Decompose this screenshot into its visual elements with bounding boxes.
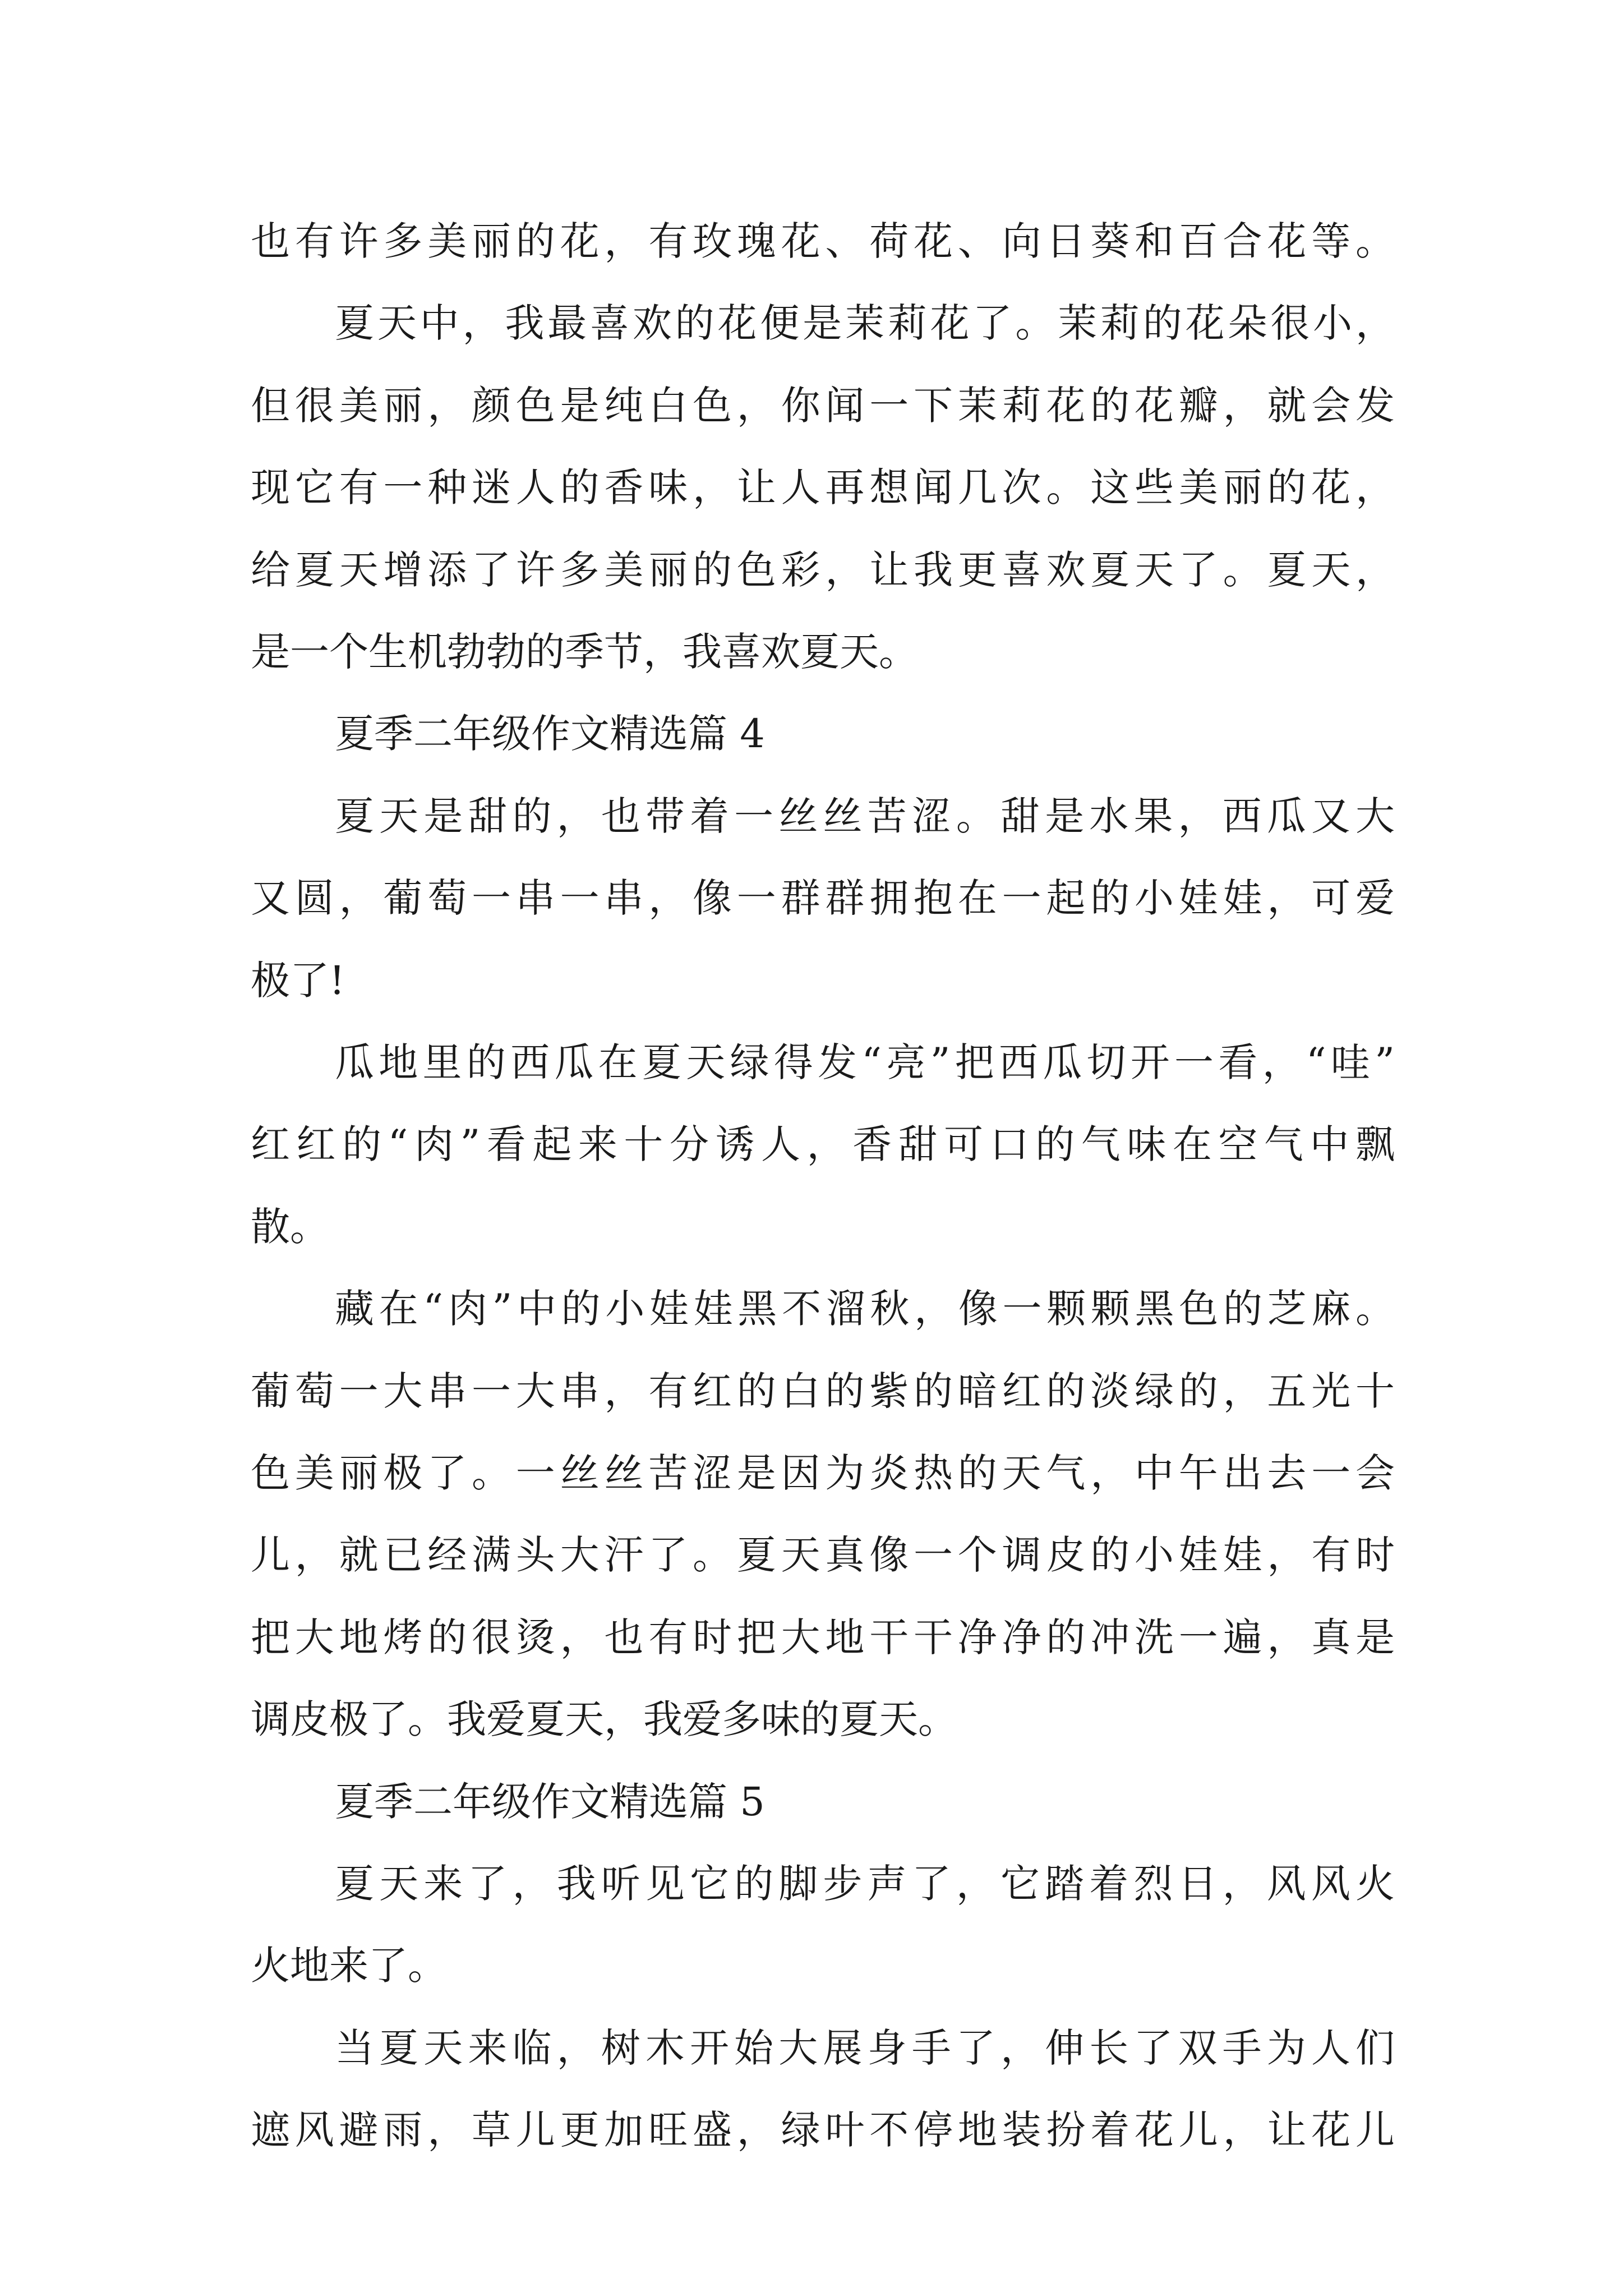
text-line: 色美丽极了。一丝丝苦涩是因为炎热的天气，中午出去一会	[251, 1450, 1395, 1496]
text-line: 瓜地里的西瓜在夏天绿得发“亮”把西瓜切开一看，“哇”	[335, 1039, 1395, 1085]
text-line: 夏天是甜的，也带着一丝丝苦涩。甜是水果，西瓜又大	[335, 793, 1395, 839]
text-line: 给夏天增添了许多美丽的色彩，让我更喜欢夏天了。夏天，	[251, 547, 1395, 593]
text-line: 当夏天来临，树木开始大展身手了，伸长了双手为人们	[335, 2025, 1395, 2071]
section-heading: 夏季二年级作文精选篇 4	[335, 711, 765, 757]
text-line: 现它有一种迷人的香味，让人再想闻几次。这些美丽的花，	[251, 464, 1395, 510]
text-line: 又圆，葡萄一串一串，像一群群拥抱在一起的小娃娃，可爱	[251, 875, 1395, 921]
text-line: 火地来了。	[251, 1943, 447, 1989]
text-line: 把大地烤的很烫，也有时把大地干干净净的冲洗一遍，真是	[251, 1614, 1395, 1660]
text-line: 葡萄一大串一大串，有红的白的紫的暗红的淡绿的，五光十	[251, 1368, 1395, 1414]
text-line: 夏天来了，我听见它的脚步声了，它踏着烈日，风风火	[335, 1861, 1395, 1907]
text-line: 儿，就已经满头大汗了。夏天真像一个调皮的小娃娃，有时	[251, 1532, 1395, 1578]
text-line: 藏在“肉”中的小娃娃黑不溜秋，像一颗颗黑色的芝麻。	[335, 1286, 1395, 1332]
text-line: 是一个生机勃勃的季节，我喜欢夏天。	[251, 629, 918, 675]
text-line: 极了!	[251, 958, 345, 1004]
section-heading: 夏季二年级作文精选篇 5	[335, 1779, 765, 1825]
text-line: 遮风避雨，草儿更加旺盛，绿叶不停地装扮着花儿，让花儿	[251, 2107, 1395, 2153]
text-line: 也有许多美丽的花，有玫瑰花、荷花、向日葵和百合花等。	[251, 218, 1395, 264]
text-line: 但很美丽，颜色是纯白色，你闻一下茉莉花的花瓣，就会发	[251, 383, 1395, 429]
text-line: 散。	[251, 1204, 329, 1250]
text-line: 夏天中，我最喜欢的花便是茉莉花了。茉莉的花朵很小，	[335, 300, 1395, 346]
text-line: 红红的“肉”看起来十分诱人，香甜可口的气味在空气中飘	[251, 1121, 1395, 1167]
text-line: 调皮极了。我爱夏天，我爱多味的夏天。	[251, 1696, 957, 1742]
